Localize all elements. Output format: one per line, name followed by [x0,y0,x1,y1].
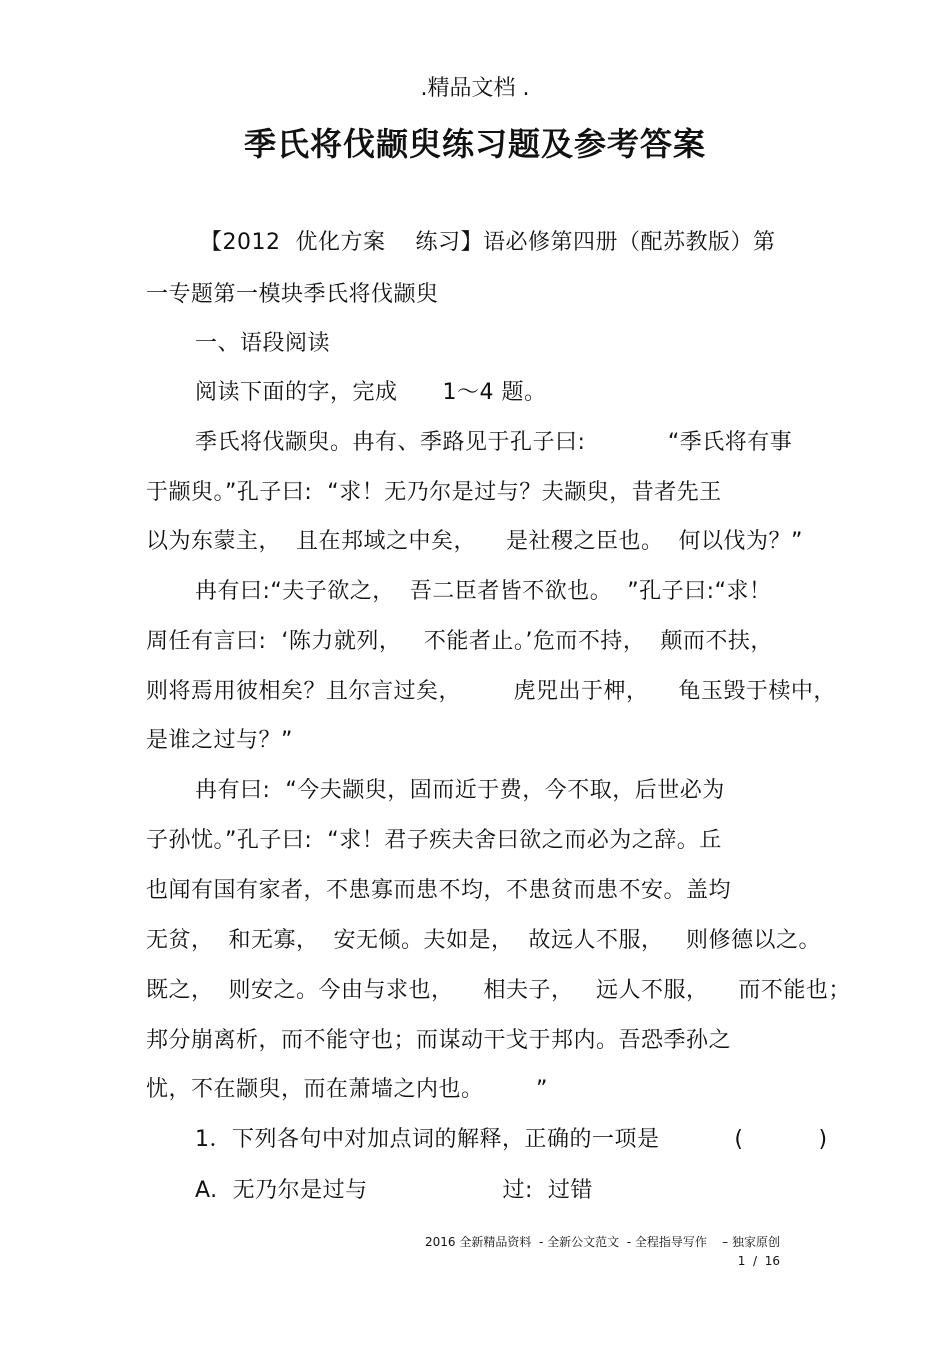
passage-line: 忧，不在颛臾，而在萧墙之内也。 ” [146,1077,548,1102]
footer-note: 2016 全新精品资料 - 全新公文范文 - 全程指导写作 – 独家原创 [425,1235,780,1249]
passage-line: 邦分崩离析，而不能守也；而谋动干戈于邦内。吾恐季孙之 [146,1028,732,1053]
passage-line: 冉有曰:“夫子欲之， 吾二臣者皆不欲也。 ”孔子曰:“求！ [195,579,772,604]
passage-line: 冉有曰: “今夫颛臾，固而近于费，今不取，后世必为 [195,778,725,803]
passage-line: 也闻有国有家者，不患寡而患不均，不患贫而患不安。盖均 [146,878,732,903]
source-line-2: 一专题第一模块季氏将伐颛臾 [146,282,439,307]
passage-line: 以为东蒙主， 且在邦域之中矣， 是社稷之臣也。 何以伐为？” [146,529,803,554]
source-line-1: 【2012 优化方案 练习】语必修第四册（配苏教版）第 [200,230,776,255]
passage-line: 子孙忧。”孔子曰: “求！君子疾夫舍曰欲之而必为之辞。丘 [146,828,722,853]
question-1: 1．下列各句中对加点词的解释，正确的一项是 ( ) [195,1127,828,1152]
instruction-line: 阅读下面的字，完成 1～4 题。 [195,380,547,405]
passage-line: 则将焉用彼相矣？且尔言过矣， 虎兕出于柙， 龟玉毁于椟中， [146,679,836,704]
header-watermark: .精品文档 . [420,76,530,101]
page-number: 1 / 16 [737,1254,780,1268]
passage-line: 是谁之过与？” [146,728,293,753]
document-title: 季氏将伐颛臾练习题及参考答案 [243,125,706,163]
section-heading: 一、语段阅读 [195,331,331,356]
option-a: A. 无乃尔是过与 过: 过错 [195,1178,593,1203]
passage-line: 既之， 则安之。今由与求也， 相夫子， 远人不服， 而不能也； [146,978,851,1003]
passage-line: 季氏将伐颛臾。冉有、季路见于孔子曰: “季氏将有事 [195,430,793,455]
passage-line: 无贫， 和无寡， 安无倾。夫如是， 故远人不服， 则修德以之。 [146,928,821,953]
passage-line: 周任有言曰: ‘陈力就列， 不能者止。’危而不持， 颠而不扶， [146,629,773,654]
passage-line: 于颛臾。”孔子曰: “求！无乃尔是过与？夫颛臾，昔者先王 [146,480,722,505]
